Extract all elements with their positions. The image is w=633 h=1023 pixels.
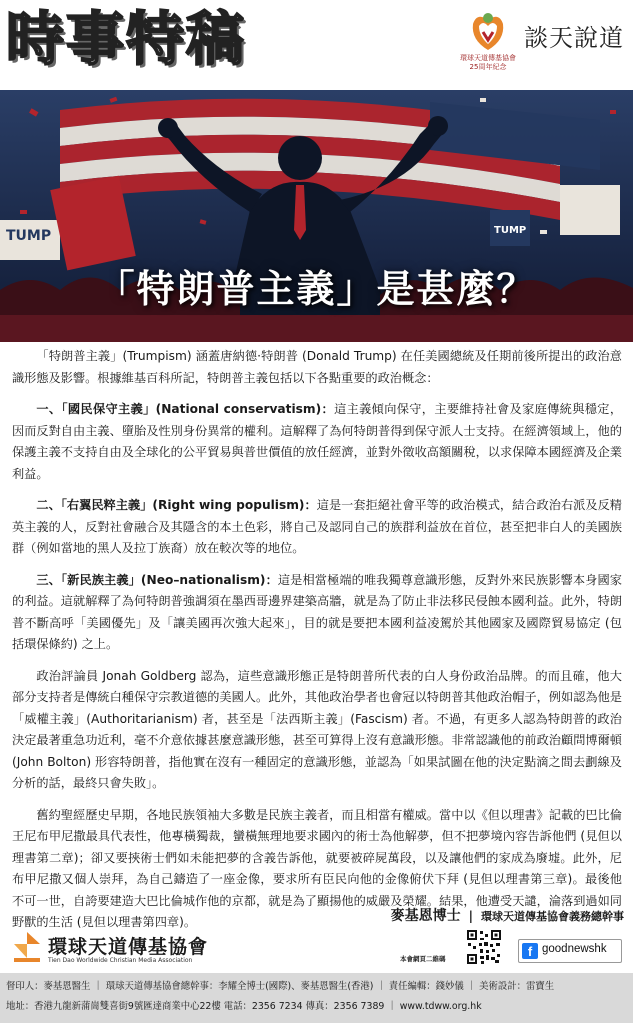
hero-headline: 「特朗普主義」是甚麼？ [96, 267, 537, 311]
article-body [12, 346, 622, 944]
article-point-1 [12, 399, 622, 485]
organization-name: 環球天道傳基協會 [48, 936, 209, 958]
point-2-text: 這是一套拒絕社會平等的政治模式，結合政治右派及反精英主義的人，反對社會融合及其隱含的本土色彩，將自己及認同自己的族群利益放在首位，甚至把非白人的美國族群（例如當地的黑人及拉丁族裔）放在較次等的地位。 [12, 498, 622, 555]
article-intro: 「特朗普主義」(Trumpism) 涵蓋唐納德·特朗普 (Donald Trump) 在任美國總統及任期前後所提出的政治意識形態及影響。根據維基百科所記，特朗普主義包括以下各點重要的政治概念： [12, 349, 622, 385]
credits-line-1: 督印人：麥基恩醫生 ｜ 環球天道傳基協會總幹事：李耀全博士(國際)、麥基恩醫生(香港) ｜ 責任編輯：錢妙儀 ｜ 美術設計：雷寶生 [6, 981, 555, 992]
column-logo: 談天說道 [524, 24, 624, 52]
qr-caption: 本會網頁二維碼 [400, 955, 446, 963]
author-role: 環球天道傳基協會義務總幹事 [481, 910, 624, 923]
masthead-title: 時事特稿 [6, 5, 247, 73]
article-point-2 [12, 495, 622, 560]
facebook-icon: f [522, 943, 538, 959]
organization-english-name: Tien Dao Worldwide Christian Media Association [48, 957, 193, 964]
article-paragraph-4: 政治評論員 Jonah Goldberg 認為，這些意識形態正是特朗普所代表的白人身份政治品牌。的而且確，他大部分支持者是傳統白種保守宗教道德的美國人。此外，其他政治學者也會冠以特朗普其他政治帽子，例如認為他是「威權主義」(Authoritarianism) 者，甚至是「法西斯主義」(Fascism) 者。不過，有更多人認為特朗普的政治決定最著重急功近利，毫不介意依據甚麼意識形態，甚至可算得上沒有意識形態。非常認識他的前政治顧問博爾頓 (John Bolton) 形容特朗普，指他實在沒有一種固定的意識形態，並認為「如果試圖在他的決定點滴之間去劃線及分析的話，最終只會失敗」。 [12, 668, 622, 790]
point-1-text: 這主義傾向保守，主要維持社會及家庭傳統與穩定，因而反對自由主義、墮胎及性別身份異常的權利。這解釋了為何特朗普得到保守派人士支持。在經濟領域上，他的保護主義不支持自由及全球化的公平貿易與普世價值的放任經濟，並對外徵收高額關稅，以求保障本國經濟及企業利益。 [12, 402, 623, 481]
placard-text-right: TUMP [494, 225, 527, 236]
credits-bar [0, 973, 633, 1023]
organization-logo [10, 930, 270, 970]
author-separator: | [468, 909, 473, 923]
qr-code-block [400, 925, 504, 970]
point-3-heading: 三、「新民族主義」(Neo–nationalism)： [36, 572, 278, 587]
credits-line-2: 地址：香港九龍新蒲崗雙喜街9號匯達商業中心22樓 電話：2356 7234 傳真：2356 7389 ｜ www.tdww.org.hk [6, 1001, 482, 1012]
author-name: 麥基恩博士 [390, 908, 461, 924]
anniversary-badge [452, 10, 524, 80]
hero-banner [0, 90, 633, 342]
anniversary-logo-icon [465, 10, 511, 54]
placard-text-left: TUMP [6, 228, 52, 244]
qr-code-icon[interactable] [466, 929, 502, 965]
masthead [0, 0, 633, 88]
facebook-handle: goodnewshk [542, 943, 607, 955]
article-paragraph-5: 舊約聖經歷史早期，各地民族領袖大多數是民族主義者，而且相當有權威。當中以《但以理書》記載的巴比倫王尼布甲尼撒最具代表性，他專橫獨裁，蠻橫無理地要求國內的術士為他解夢，但不把夢境內容告訴他們 (見但以理書第二章)；卻又要挾術士們如未能把夢的含義告訴他，就要被碎屍萬段，以及讓他們的家成為廢墟。此外，尼布甲尼撒又個人崇拜，為自己鑄造了一座金像，要求所有臣民向他的金像俯伏下拜 (見但以理書第三章)。最後他不可一世，自誇要建造大巴比倫城作他的京都，就是為了顯揚他的威嚴及榮耀。結果，他遭受天譴，淪落到過如同野獸的生活 (見但以理書第四章)。 [12, 807, 622, 929]
anniversary-org: 環球天道傳基協會 [460, 54, 516, 62]
point-2-heading: 二、「右翼民粹主義」(Right wing populism)： [36, 498, 317, 512]
point-3-text: 這是相當極端的唯我獨尊意識形態，反對外來民族影響本身國家的利益。這就解釋了為何特朗普強調須在墨西哥邊界建築高牆，就是為了防止非法移民侵蝕本國利益。此外，特朗普不斷高呼「美國優先」及「讓美國再次強大起來」，目的就是要把本國利益凌駕於其他國家及國際貿易協定 (包括環保條約) 之上。 [12, 572, 622, 651]
point-1-heading: 一、「國民保守主義」(National conservatism)： [36, 402, 335, 416]
anniversary-label: 25周年紀念 [469, 63, 507, 71]
article-point-3 [12, 570, 622, 656]
author-byline [330, 905, 624, 927]
facebook-link[interactable] [518, 939, 622, 963]
organization-logo-icon [10, 930, 44, 966]
